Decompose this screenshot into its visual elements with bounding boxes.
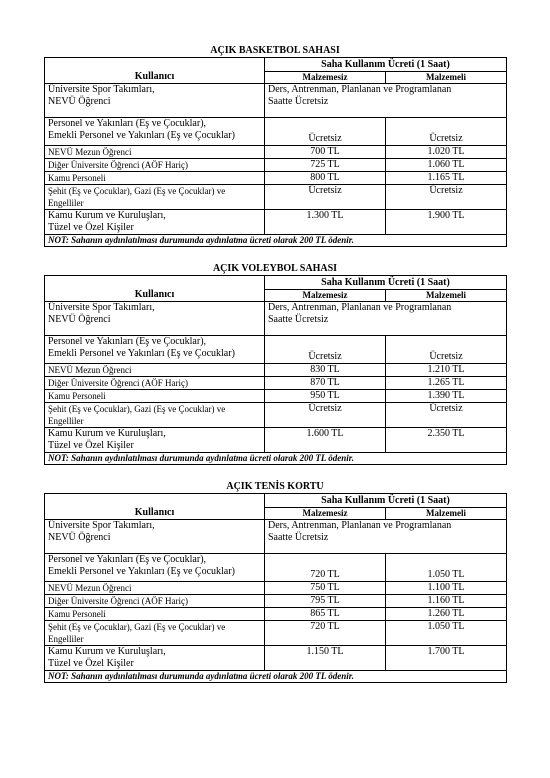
price-cell: Ücretsiz xyxy=(265,185,386,210)
price-cell: 1.900 TL xyxy=(386,210,507,235)
row-label: Tüzel ve Özel Kişiler xyxy=(48,658,134,669)
header-without-equipment: Malzemesiz xyxy=(265,290,386,302)
row-label: Engelliler xyxy=(48,198,84,208)
voleybol-section xyxy=(44,262,506,465)
price-cell: Ücretsiz xyxy=(386,336,507,364)
row-label: Kamu Kurum ve Kuruluşları, xyxy=(48,646,166,657)
price-cell: 1.210 TL xyxy=(386,364,507,377)
table-row xyxy=(45,210,507,235)
price-cell: 720 TL xyxy=(265,621,386,646)
row-label: Tüzel ve Özel Kişiler xyxy=(48,222,134,233)
header-fee: Saha Kullanım Ücreti (1 Saat) xyxy=(265,276,507,290)
row-label: NEVÜ Mezun Öğrenci xyxy=(45,146,265,159)
basketbol-section xyxy=(44,44,506,247)
table-row xyxy=(45,364,507,377)
header-fee: Saha Kullanım Ücreti (1 Saat) xyxy=(265,58,507,72)
lighting-note: NOT: Sahanın aydınlatılması durumunda aydınlatma ücreti olarak 200 TL ödenir. xyxy=(45,235,507,247)
header-with-equipment: Malzemeli xyxy=(386,290,507,302)
table-row xyxy=(45,377,507,390)
price-cell: 1.165 TL xyxy=(386,172,507,185)
row-label: Diğer Üniversite Öğrenci (AÖF Hariç) xyxy=(45,159,265,172)
section-title: AÇIK BASKETBOL SAHASI xyxy=(210,45,340,56)
lighting-note: NOT: Sahanın aydınlatılması durumunda aydınlatma ücreti olarak 200 TL ödenir. xyxy=(45,453,507,465)
row-label: Şehit (Eş ve Çocuklar), Gazi (Eş ve Çocuklar) ve xyxy=(48,404,226,414)
table-row xyxy=(45,118,507,146)
price-cell: 950 TL xyxy=(265,390,386,403)
row-label: Kamu Personeli xyxy=(45,390,265,403)
row-label: Diğer Üniversite Öğrenci (AÖF Hariç) xyxy=(45,377,265,390)
free-note: Ders, Antrenman, Planlanan ve Programlanan xyxy=(268,520,452,531)
table-row xyxy=(45,646,507,671)
price-cell: 1.050 TL xyxy=(386,554,507,582)
row-label: Personel ve Yakınları (Eş ve Çocuklar), xyxy=(48,336,207,347)
price-cell: Ücretsiz xyxy=(265,336,386,364)
row-label: Üniversite Spor Takımları, xyxy=(48,302,155,313)
row-label: Üniversite Spor Takımları, xyxy=(48,520,155,531)
table-row xyxy=(45,302,507,336)
price-cell: 1.060 TL xyxy=(386,159,507,172)
table-row xyxy=(45,621,507,646)
fee-table xyxy=(44,493,507,683)
table-row xyxy=(45,336,507,364)
header-with-equipment: Malzemeli xyxy=(386,72,507,84)
lighting-note: NOT: Sahanın aydınlatılması durumunda aydınlatma ücreti olarak 200 TL ödenir. xyxy=(45,671,507,683)
price-cell: 1.300 TL xyxy=(265,210,386,235)
header-without-equipment: Malzemesiz xyxy=(265,508,386,520)
header-user: Kullanıcı xyxy=(45,276,265,302)
price-cell: 750 TL xyxy=(265,582,386,595)
row-label: Kamu Kurum ve Kuruluşları, xyxy=(48,428,166,439)
row-label: NEVÜ Öğrenci xyxy=(48,96,111,107)
row-label: Personel ve Yakınları (Eş ve Çocuklar), xyxy=(48,554,207,565)
table-row xyxy=(45,390,507,403)
price-cell: 720 TL xyxy=(265,554,386,582)
row-label: Engelliler xyxy=(48,634,84,644)
free-note: Ders, Antrenman, Planlanan ve Programlanan xyxy=(268,302,452,313)
row-label: Şehit (Eş ve Çocuklar), Gazi (Eş ve Çocuklar) ve xyxy=(48,622,226,632)
header-user: Kullanıcı xyxy=(45,58,265,84)
header-without-equipment: Malzemesiz xyxy=(265,72,386,84)
table-row xyxy=(45,146,507,159)
price-cell: 1.700 TL xyxy=(386,646,507,671)
price-cell: 1.600 TL xyxy=(265,428,386,453)
row-label: Emekli Personel ve Yakınları (Eş ve Çocuklar) xyxy=(48,348,235,359)
row-label: Emekli Personel ve Yakınları (Eş ve Çocuklar) xyxy=(48,566,235,577)
row-label: Kamu Personeli xyxy=(45,608,265,621)
free-note: Saatte Ücretsiz xyxy=(268,314,329,325)
price-cell: Ücretsiz xyxy=(386,403,507,428)
table-row xyxy=(45,582,507,595)
table-row xyxy=(45,554,507,582)
row-label: Şehit (Eş ve Çocuklar), Gazi (Eş ve Çocuklar) ve xyxy=(48,186,226,196)
free-note: Ders, Antrenman, Planlanan ve Programlanan xyxy=(268,84,452,95)
price-cell: 1.150 TL xyxy=(265,646,386,671)
table-row xyxy=(45,608,507,621)
price-cell: 1.265 TL xyxy=(386,377,507,390)
price-cell: Ücretsiz xyxy=(265,403,386,428)
row-label: Tüzel ve Özel Kişiler xyxy=(48,440,134,451)
free-note: Saatte Ücretsiz xyxy=(268,532,329,543)
section-title: AÇIK TENİS KORTU xyxy=(226,481,324,492)
price-cell: 870 TL xyxy=(265,377,386,390)
price-cell: 795 TL xyxy=(265,595,386,608)
fee-table xyxy=(44,275,507,465)
table-row xyxy=(45,159,507,172)
table-row xyxy=(45,185,507,210)
fee-table xyxy=(44,57,507,247)
row-label: Kamu Personeli xyxy=(45,172,265,185)
row-label: NEVÜ Öğrenci xyxy=(48,314,111,325)
row-label: Diğer Üniversite Öğrenci (AÖF Hariç) xyxy=(45,595,265,608)
row-label: Engelliler xyxy=(48,416,84,426)
price-cell: Ücretsiz xyxy=(265,118,386,146)
price-cell: 1.050 TL xyxy=(386,621,507,646)
price-cell: 865 TL xyxy=(265,608,386,621)
price-cell: 830 TL xyxy=(265,364,386,377)
price-cell: 725 TL xyxy=(265,159,386,172)
header-fee: Saha Kullanım Ücreti (1 Saat) xyxy=(265,494,507,508)
row-label: NEVÜ Öğrenci xyxy=(48,532,111,543)
row-label: NEVÜ Mezun Öğrenci xyxy=(45,582,265,595)
section-title: AÇIK VOLEYBOL SAHASI xyxy=(212,263,338,274)
price-cell: 1.160 TL xyxy=(386,595,507,608)
price-cell: 700 TL xyxy=(265,146,386,159)
row-label: Emekli Personel ve Yakınları (Eş ve Çocuklar) xyxy=(48,130,235,141)
price-cell: 1.390 TL xyxy=(386,390,507,403)
price-cell: Ücretsiz xyxy=(386,118,507,146)
price-cell: 1.100 TL xyxy=(386,582,507,595)
header-with-equipment: Malzemeli xyxy=(386,508,507,520)
row-label: Kamu Kurum ve Kuruluşları, xyxy=(48,210,166,221)
price-cell: 1.020 TL xyxy=(386,146,507,159)
price-cell: 800 TL xyxy=(265,172,386,185)
row-label: Personel ve Yakınları (Eş ve Çocuklar), xyxy=(48,118,207,129)
table-row xyxy=(45,520,507,554)
table-row xyxy=(45,403,507,428)
price-cell: Ücretsiz xyxy=(386,185,507,210)
price-cell: 1.260 TL xyxy=(386,608,507,621)
price-cell: 2.350 TL xyxy=(386,428,507,453)
row-label: Üniversite Spor Takımları, xyxy=(48,84,155,95)
row-label: NEVÜ Mezun Öğrenci xyxy=(45,364,265,377)
table-row xyxy=(45,172,507,185)
free-note: Saatte Ücretsiz xyxy=(268,96,329,107)
table-row xyxy=(45,428,507,453)
header-user: Kullanıcı xyxy=(45,494,265,520)
table-row xyxy=(45,84,507,118)
tenis-section xyxy=(44,480,506,683)
table-row xyxy=(45,595,507,608)
